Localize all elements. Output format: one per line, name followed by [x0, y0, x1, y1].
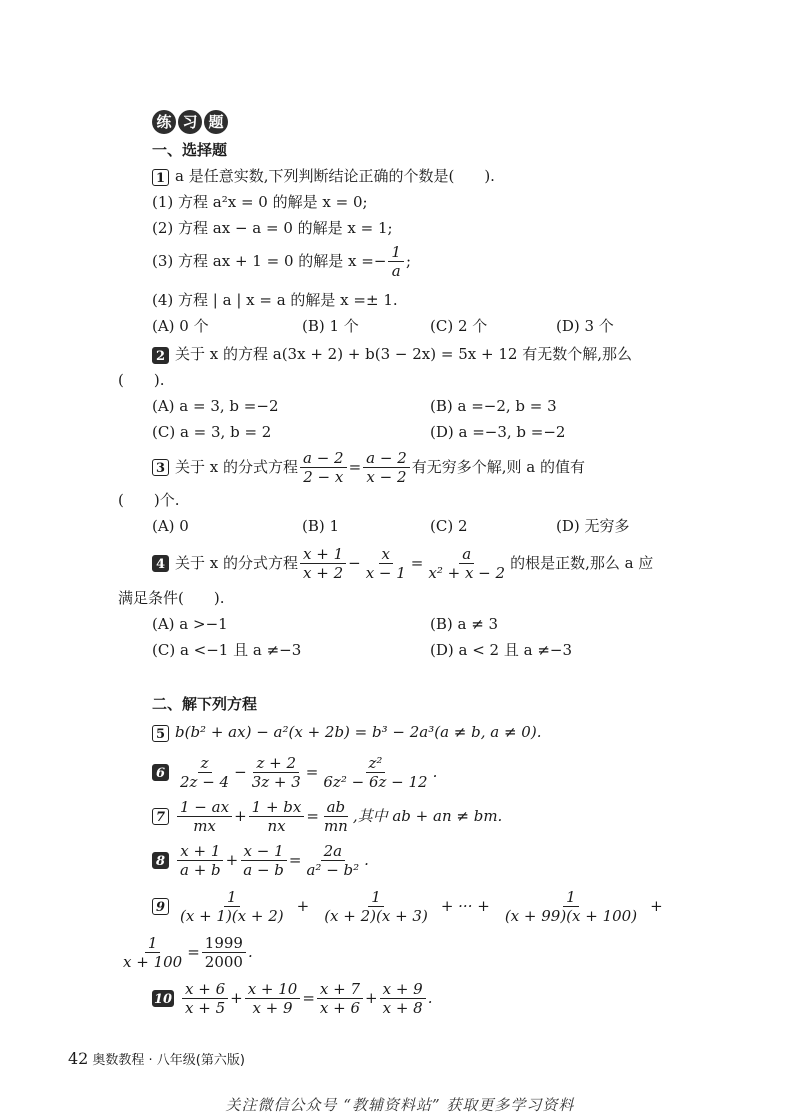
fraction: [177, 799, 232, 834]
equation: b(b² + ax) − a²(x + 2b) = b³ − 2a³(a ≠ b, a ≠ 0).: [175, 723, 542, 741]
denominator: x + 5: [185, 998, 226, 1017]
option-b: (B) 1: [302, 517, 340, 535]
page-number: 42: [68, 1049, 89, 1068]
question-9: [152, 884, 663, 928]
fraction: [363, 450, 410, 485]
operator: =: [410, 554, 424, 572]
question-number: 7: [152, 808, 169, 825]
denominator: x − 1: [365, 563, 406, 582]
operator: =: [306, 807, 319, 825]
operator: =: [302, 989, 315, 1007]
question-1-stem: [152, 166, 495, 186]
option-c: (C) 2: [430, 517, 468, 535]
question-4-stem: [152, 544, 653, 582]
q1-statement-2: (2) 方程 ax − a = 0 的解是 x = 1;: [152, 219, 393, 237]
section-title: 二、解下列方程: [152, 695, 258, 713]
operator: +: [296, 897, 310, 915]
header-badge: 练: [152, 110, 176, 134]
denominator: 6z² − 6z − 12: [323, 772, 428, 791]
numerator: 1: [145, 935, 161, 953]
numerator: x + 10: [245, 981, 301, 999]
fraction: [177, 755, 232, 790]
denominator: (x + 2)(x + 3): [324, 906, 428, 925]
fraction: [182, 981, 228, 1016]
question-text: 有无穷多个解,则 a 的值有: [411, 458, 586, 476]
question-number: 9: [152, 898, 169, 915]
punctuation: .: [432, 763, 438, 781]
question-number: 5: [152, 725, 169, 742]
question-8: [152, 840, 369, 880]
denominator: mx: [193, 816, 216, 835]
option-d: (D) a < 2 且 a ≠−3: [430, 641, 573, 659]
option-c: (C) 2 个: [430, 317, 488, 335]
option-b: (B) a =−2, b = 3: [430, 397, 557, 415]
numerator: ab: [324, 799, 349, 817]
denominator: x + 2: [303, 563, 344, 582]
question-number: 1: [152, 169, 169, 186]
question-3-stem-cont: ( )个.: [118, 491, 180, 509]
numerator: 1: [368, 889, 384, 907]
q1-statement-3: [152, 244, 411, 278]
fraction: [177, 843, 224, 878]
option-b: (B) 1 个: [302, 317, 359, 335]
question-10: [152, 978, 433, 1018]
denominator: 2000: [204, 952, 243, 971]
fraction: [303, 843, 362, 878]
option-a: (A) a = 3, b =−2: [152, 397, 279, 415]
operator: −: [348, 554, 361, 572]
operator: =: [348, 458, 362, 476]
fraction: [300, 546, 346, 581]
question-7: [152, 796, 502, 836]
denominator: 3z + 3: [251, 772, 301, 791]
question-number: 2: [152, 347, 169, 364]
numerator: 1: [388, 244, 404, 262]
fraction: [321, 889, 431, 924]
q1-statement-1: (1) 方程 a²x = 0 的解是 x = 0;: [152, 193, 368, 211]
numerator: x − 1: [241, 843, 287, 861]
fraction: [388, 244, 404, 279]
question-number: 4: [152, 555, 169, 572]
header-badge: 习: [178, 110, 202, 134]
numerator: a: [459, 546, 474, 564]
option-d: (D) 3 个: [556, 317, 614, 335]
fraction: [320, 755, 430, 790]
numerator: z²: [366, 755, 386, 773]
operator: +: [365, 989, 378, 1007]
numerator: 1 − ax: [177, 799, 232, 817]
numerator: z + 2: [253, 755, 299, 773]
numerator: x + 7: [317, 981, 363, 999]
operator: +: [225, 851, 239, 869]
operator: +: [234, 807, 247, 825]
statement-text: ;: [405, 252, 411, 270]
numerator: 1: [224, 889, 240, 907]
option-a: (A) a >−1: [152, 615, 228, 633]
question-text: 关于 x 的方程 a(3x + 2) + b(3 − 2x) = 5x + 12 有无数个解,那么: [175, 345, 632, 363]
fraction: [363, 546, 409, 581]
question-text: a 是任意实数,下列判断结论正确的个数是( ).: [175, 167, 495, 185]
denominator: (x + 1)(x + 2): [180, 906, 284, 925]
option-c: (C) a = 3, b = 2: [152, 423, 272, 441]
question-6: [152, 752, 437, 792]
numerator: 1: [563, 889, 579, 907]
option-a: (A) 0: [152, 517, 189, 535]
fraction: [202, 935, 246, 970]
punctuation: .: [247, 943, 253, 961]
denominator: a − b: [243, 860, 284, 879]
denominator: 2z − 4: [180, 772, 230, 791]
question-text: 的根是正数,那么 a 应: [510, 554, 654, 572]
fraction: [249, 755, 304, 790]
fraction: [245, 981, 301, 1016]
denominator: x + 9: [252, 998, 293, 1017]
option-d: (D) a =−3, b =−2: [430, 423, 566, 441]
question-3-stem: [152, 448, 585, 486]
denominator: a + b: [180, 860, 221, 879]
question-number: 3: [152, 459, 169, 476]
numerator: z: [198, 755, 212, 773]
operator: =: [288, 851, 302, 869]
fraction: [502, 889, 640, 924]
question-number: 10: [153, 991, 173, 1007]
fraction: [120, 935, 185, 970]
numerator: a − 2: [363, 450, 410, 468]
punctuation: .: [427, 989, 433, 1007]
numerator: 1999: [202, 935, 246, 953]
operator: =: [187, 943, 200, 961]
operator: =: [305, 763, 319, 781]
option-b: (B) a ≠ 3: [430, 615, 499, 633]
fraction: [321, 799, 351, 834]
denominator: nx: [267, 816, 286, 835]
option-d: (D) 无穷多: [556, 517, 630, 535]
fraction: [249, 799, 305, 834]
numerator: a − 2: [300, 450, 347, 468]
numerator: x + 9: [380, 981, 426, 999]
denominator: a² − b²: [306, 860, 360, 879]
book-title: 奥数教程 · 八年级(第六版): [92, 1053, 245, 1068]
numerator: x + 1: [300, 546, 346, 564]
denominator: (x + 99)(x + 100): [504, 906, 638, 925]
denominator: x + 6: [319, 998, 361, 1017]
fraction: [380, 981, 426, 1016]
option-c: (C) a <−1 且 a ≠−3: [152, 641, 302, 659]
operator: +: [230, 989, 243, 1007]
section-title: 一、选择题: [152, 141, 228, 159]
operator: +: [650, 897, 663, 915]
denominator: 2 − x: [303, 467, 344, 486]
question-9-cont: [118, 932, 253, 972]
question-2-stem-cont: ( ).: [118, 371, 165, 389]
fraction: [317, 981, 363, 1016]
denominator: x + 8: [382, 998, 423, 1017]
page-footer: [68, 1049, 245, 1068]
fraction: [240, 843, 287, 878]
q1-statement-4: (4) 方程 | a | x = a 的解是 x =± 1.: [152, 291, 398, 309]
numerator: x + 1: [177, 843, 223, 861]
question-2-stem: [152, 344, 632, 364]
question-text: 关于 x 的分式方程: [175, 458, 298, 476]
question-text: 关于 x 的分式方程: [175, 554, 298, 572]
statement-text: (3) 方程 ax + 1 = 0 的解是 x =−: [152, 252, 387, 270]
denominator: a: [391, 261, 401, 280]
numerator: x + 6: [182, 981, 228, 999]
question-number: 6: [152, 764, 169, 781]
fraction: [300, 450, 347, 485]
question-number: 8: [152, 852, 169, 869]
operator: −: [234, 763, 247, 781]
option-a: (A) 0 个: [152, 317, 209, 335]
header-badge: 题: [204, 110, 228, 134]
denominator: mn: [323, 816, 348, 835]
denominator: x + 100: [123, 952, 183, 971]
fraction: [425, 546, 508, 581]
denominator: x − 2: [366, 467, 407, 486]
watermark: 关注微信公众号 “教辅资料站” 获取更多学习资料: [225, 1096, 575, 1114]
question-4-stem-cont: 满足条件( ).: [118, 589, 225, 607]
punctuation: .: [364, 851, 369, 869]
operator: + ··· +: [440, 897, 490, 915]
numerator: x: [379, 546, 393, 564]
condition-text: ,其中 ab + an ≠ bm.: [352, 807, 503, 825]
question-5: [152, 722, 541, 742]
numerator: 1 + bx: [249, 799, 305, 817]
exercise-header: [152, 110, 230, 134]
denominator: x² + x − 2: [428, 563, 506, 582]
fraction: [177, 889, 287, 924]
numerator: 2a: [321, 843, 346, 861]
